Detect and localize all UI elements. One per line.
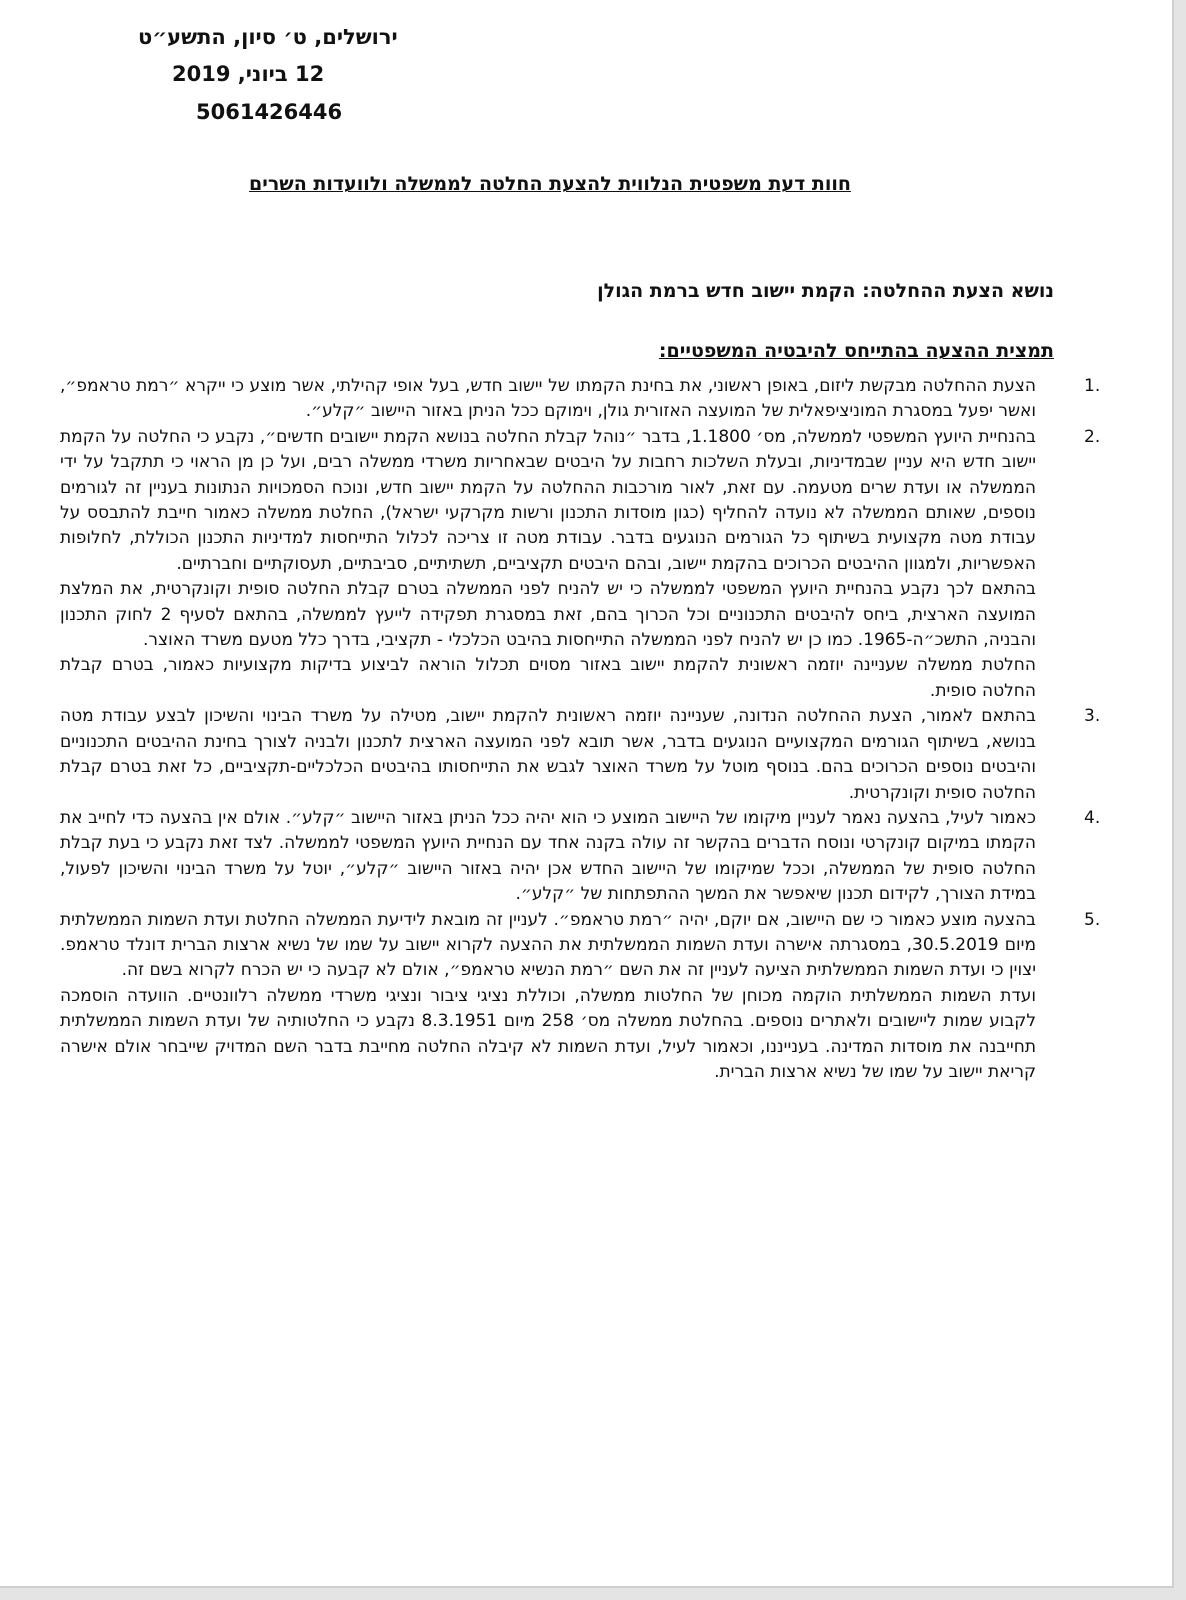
item-number: 1.: [1084, 376, 1101, 396]
header-gregorian-date: 12 ביוני, 2019: [172, 62, 325, 86]
item-paragraph: בהתאם לאמור, הצעת ההחלטה הנדונה, שעניינה יוזמה ראשונית להקמת יישוב, מטילה על משרד הבינוי והשיכון לבצע עבודת מטה בנושא, בשיתוף הגורמים המקצועיים הנוגעים בדבר, אשר תובא לפני המועצה הארצית לתכנון ולבניה לצורך בחינת ההיבטים התכנוניים והיבטים נוספים הכרוכים בהם. בנוסף מוטל על משרד האוצר לגבש את התייחסותו בהיבטים הכלכליים-תקציביים, כל זאת בטרם קבלת החלטה סופית וקונקרטית.: [60, 706, 1036, 803]
item-number: 3.: [1084, 706, 1101, 727]
header-reference-number: 5061426446: [196, 100, 343, 124]
document-body: [60, 374, 1101, 1085]
numbered-item: [60, 704, 1101, 806]
item-paragraph: בהתאם לכך נקבע בהנחיית היועץ המשפטי לממשלה כי יש להניח לפני הממשלה בטרם קבלת החלטה סופית וקונקרטית, את המלצת המועצה הארצית, ביחס להיבטים התכנוניים וכל הכרוך בהם, זאת במסגרת תפקידה לייעץ לממשלה, בהתאם לסעיף 2 לחוק התכנון והבניה, התשכ״ה-1965. כמו כן יש להניח לפני הממשלה התייחסות בהיבט הכלכלי - תקציבי, בדרך כלל מטעם משרד האוצר.: [60, 579, 1036, 651]
item-paragraph: הצעת ההחלטה מבקשת ליזום, באופן ראשוני, את בחינת הקמתו של יישוב חדש, בעל אופי קהילתי, אשר מוצע כי ייקרא ״רמת טראמפ״, ואשר יפעל במסגרת המוניציפאלית של המועצה האזורית גולן, וימוקם ככל הניתן באזור היישוב ״קלע״.: [60, 376, 1036, 422]
item-number: 2.: [1084, 426, 1101, 447]
summary-heading: תמצית ההצעה בהתייחס להיבטיה המשפטיים:: [658, 340, 1054, 362]
numbered-item: [60, 374, 1101, 425]
decision-subject: נושא הצעת ההחלטה: הקמת יישוב חדש ברמת הגולן: [597, 280, 1054, 302]
item-number: 4.: [1084, 807, 1101, 828]
item-number: 5.: [1084, 909, 1101, 930]
item-paragraph: בהצעה מוצע כאמור כי שם היישוב, אם יוקם, יהיה ״רמת טראמפ״. לעניין זה מובאת לידיעת הממשלה החלטת ועדת השמות הממשלתית מיום 30.5.2019, במסגרתה אישרה ועדת השמות הממשלתית את ההצעה לקרוא יישוב על שמו של נשיא ארצות הברית דונלד טראמפ. יצוין כי ועדת השמות הממשלתית הציעה לעניין זה את השם ״רמת הנשיא טראמפ״, אולם לא קבעה כי יש הכרח לקרוא בשם זה.: [60, 909, 1036, 981]
header-city-date: ירושלים, ט׳ סיון, התשע״ט: [138, 25, 398, 49]
numbered-item: [60, 425, 1101, 704]
item-paragraph: כאמור לעיל, בהצעה נאמר לעניין מיקומו של היישוב המוצע כי הוא יהיה ככל הניתן באזור היישוב ״קלע״. אולם אין בהצעה כדי לחייב את הקמתו במיקום קונקרטי ונוסח הדברים בהקשר זה עולה בקנה אחד עם הנחיית היועץ המשפטי לממשלה. לצד זאת נקבע כי בעת קבלת החלטה סופית של הממשלה, וככל שמיקומו של היישוב החדש אכן יהיה באזור היישוב ״קלע״, יוטל על משרד הבינוי והשיכון לפעול, במידת הצורך, לקידום תכנון שיאפשר את המשך ההתפתחות של ״קלע״.: [60, 807, 1036, 905]
item-paragraph: ועדת השמות הממשלתית הוקמה מכוחן של החלטות ממשלה, וכוללת נציגי ציבור ונציגי משרדי ממשלה רלוונטיים. הוועדה הוסמכה לקבוע שמות ליישובים ולאתרים נוספים. בהחלטת ממשלה מס׳ 258 מיום 8.3.1951 נקבע כי החלטותיה של ועדת השמות הממשלתית תחייבנה את מוסדות המדינה. בענייננו, וכאמור לעיל, ועדת השמות לא קיבלה החלטה מחייבת בדבר השם המדויק שייבחר אולם אישרה קריאת יישוב על שמו של נשיא ארצות הברית.: [60, 985, 1036, 1082]
numbered-item: [60, 806, 1101, 908]
item-paragraph: בהנחיית היועץ המשפטי לממשלה, מס׳ 1.1800, בדבר ״נוהל קבלת החלטה בנושא הקמת יישובים חדשים״, נקבע כי החלטה על הקמת יישוב חדש היא עניין שבמדיניות, ובעלת השלכות רחבות על היבטים שבאחריות משרדי ממשלה רבים, ועל כן מן הראוי כי תתקבל על ידי הממשלה או ועדת שרים מטעמה. עם זאת, לאור מורכבות ההחלטה על הקמת יישוב חדש, ונוכח הסמכויות הנתונות בעניין זה לגורמים נוספים, שאותם הממשלה לא נועדה להחליף (כגון מוסדות התכנון ורשות מקרקעי ישראל), החלטת ממשלה כאמור חייבת להתבסס על עבודת מטה מקצועית בשיתוף כל הגורמים הנוגעים בדבר. עבודת מטה זו צריכה לכלול התייחסות למדיניות התכנון הכוללת, לחלופות האפשריות, ולמגוון ההיבטים הכרוכים בהקמת יישוב, ובהם היבטים תקציביים, תשתיתיים, סביבתיים, תעסוקתיים וחברתיים.: [60, 426, 1037, 574]
item-paragraph: החלטת ממשלה שעניינה יוזמה ראשונית להקמת יישוב באזור מסוים תכלול הוראה לביצוע בדיקות מקצועיות כאמור, בטרם קבלת החלטה סופית.: [60, 655, 1036, 701]
numbered-item: [60, 908, 1101, 1086]
document-title: חוות דעת משפטית הנלווית להצעת החלטה לממשלה ולוועדות השרים: [249, 173, 851, 195]
